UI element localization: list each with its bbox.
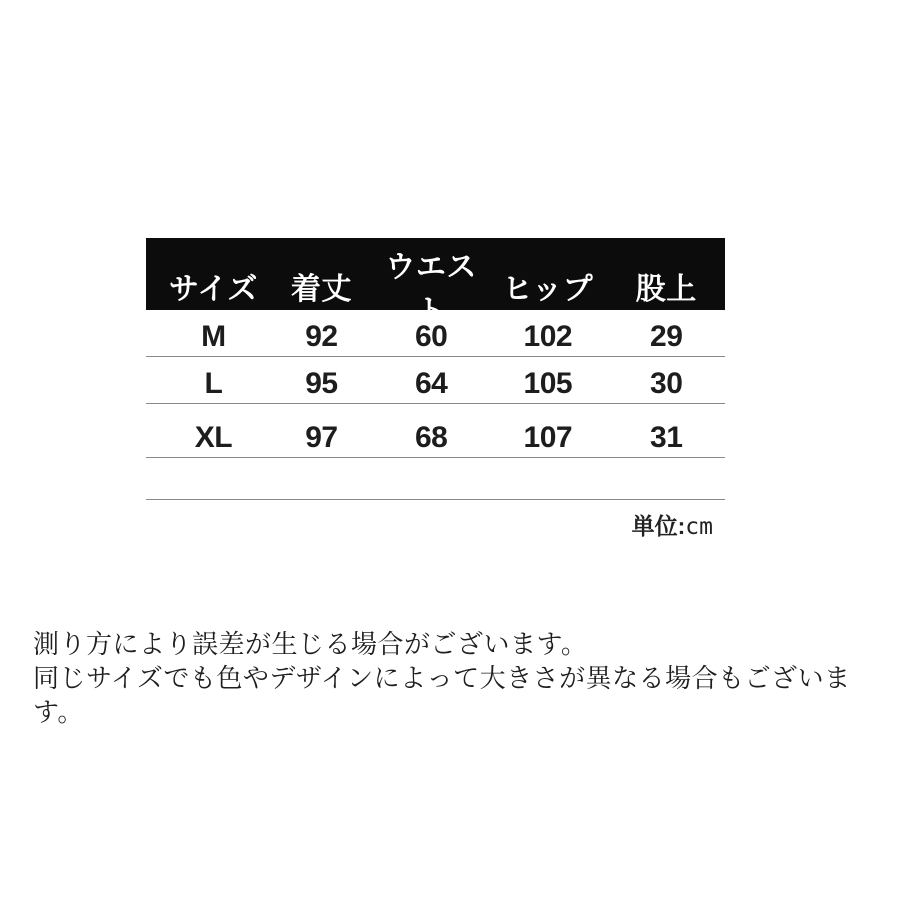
cell-rise: 29 [650,320,683,353]
row-size-label: M [201,320,226,353]
cell-length: 97 [305,421,338,454]
table-header-bar [146,238,725,328]
header-cell-waist: ウエスト [385,251,477,328]
unit-label-prefix: 単位: [631,513,686,539]
header-cell-size: サイズ [168,273,258,306]
cell-rise: 30 [650,367,683,400]
table-row-xl [146,404,725,458]
cell-waist: 60 [414,320,448,353]
cell-hip: 102 [523,320,573,353]
row-size-label: XL [194,421,233,454]
cell-length: 95 [305,367,338,400]
cell-hip: 107 [523,421,573,454]
cell-waist: 64 [414,367,448,400]
cell-hip: 105 [523,367,573,400]
table-row-l [146,357,725,404]
header-cell-rise: 股上 [635,273,697,306]
unit-label [146,508,725,541]
cell-length: 92 [305,320,338,353]
size-chart-table [146,238,725,541]
header-cell-hip: ヒップ [502,273,594,306]
disclaimer-line-2: 同じサイズでも色やデザインによって大きさが異なる場合もございます。 [33,663,851,727]
disclaimer-line-1: 測り方により誤差が生じる場合がございます。 [33,629,588,659]
cell-waist: 68 [414,421,448,454]
cell-rise: 31 [650,421,683,454]
table-bottom-rule [146,458,725,500]
row-size-label: L [204,367,223,400]
header-cell-length: 着丈 [290,273,352,306]
disclaimer-notes [33,627,893,729]
unit-label-value: cm [685,514,713,540]
